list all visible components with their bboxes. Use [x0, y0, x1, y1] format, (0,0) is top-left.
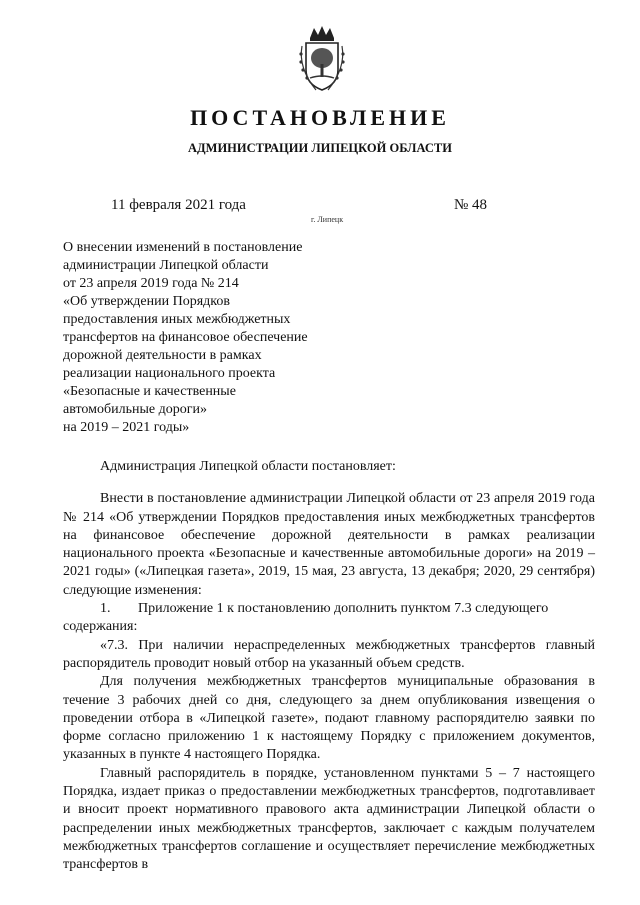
list-item-1: [63, 600, 595, 618]
list-item-number: 1.: [100, 601, 111, 617]
subject-line: администрации Липецкой области: [63, 258, 269, 273]
document-title: ПОСТАНОВЛЕНИЕ: [190, 105, 450, 130]
document-subject: [63, 239, 363, 437]
coat-of-arms-icon: [296, 24, 348, 94]
subject-line: дорожной деятельности в рамках: [63, 348, 262, 363]
document-issuer: АДМИНИСТРАЦИИ ЛИПЕЦКОЙ ОБЛАСТИ: [188, 141, 452, 155]
subject-line: от 23 апреля 2019 года № 214: [63, 276, 239, 291]
document-number: № 48: [454, 197, 488, 213]
subject-line: «Безопасные и качественные: [63, 384, 236, 399]
subject-line: трансфертов на финансовое обеспечение: [63, 330, 308, 345]
subject-line: реализации национального проекта: [63, 366, 276, 381]
body-paragraph: «7.3. При наличии нераспределенных межбюджетных трансфертов главный распорядитель проводит новый отбор на указанный объем средств.: [63, 637, 595, 671]
subject-line: на 2019 – 2021 годы»: [63, 420, 190, 435]
document-date: 11 февраля 2021 года: [111, 197, 246, 213]
subject-line: предоставления иных межбюджетных: [63, 312, 291, 327]
body-paragraph: Для получения межбюджетных трансфертов муниципальные образования в течение 3 рабочих дней со дня, следующего за днем опубликования извещения о проведении отбора в «Липецкой газете», подают главному распорядителю заявки по форме согласно приложению 1 к настоящему Порядку с приложением документов, указанных в пункте 4 настоящего Порядка.: [63, 674, 595, 763]
subject-line: автомобильные дороги»: [63, 402, 207, 417]
list-item-continuation: содержания:: [63, 619, 138, 635]
subject-line: О внесении изменений в постановление: [63, 240, 303, 255]
body-paragraph: Главный распорядитель в порядке, установленном пунктами 5 – 7 настоящего Порядка, издает приказ о предоставлении межбюджетных трансфертов, подготавливает и вносит проект нормативного правового акта администрации Липецкой области о распределении иных межбюджетных трансфертов, заключает с каждым получателем межбюджетных трансфертов соглашение и осуществляет перечисление межбюджетных трансфертов в: [63, 765, 595, 873]
subject-line: «Об утверждении Порядков: [63, 294, 230, 309]
document-place: г. Липецк: [311, 215, 344, 224]
preamble-paragraph: Администрация Липецкой области постановляет:: [100, 459, 396, 474]
list-item-text: Приложение 1 к постановлению дополнить пунктом 7.3 следующего: [138, 601, 549, 617]
intro-paragraph: Внести в постановление администрации Липецкой области от 23 апреля 2019 года № 214 «Об утверждении Порядков предоставления иных межбюджетных трансфертов на финансовое обеспечение дорожной деятельности в рамках реализации национального проекта «Безопасные и качественные автомобильные дороги» на 2019 – 2021 годы» («Липецкая газета», 2019, 15 мая, 23 августа, 13 декабря; 2020, 29 сентября) следующие изменения:: [63, 491, 595, 598]
document-body: [63, 458, 595, 875]
